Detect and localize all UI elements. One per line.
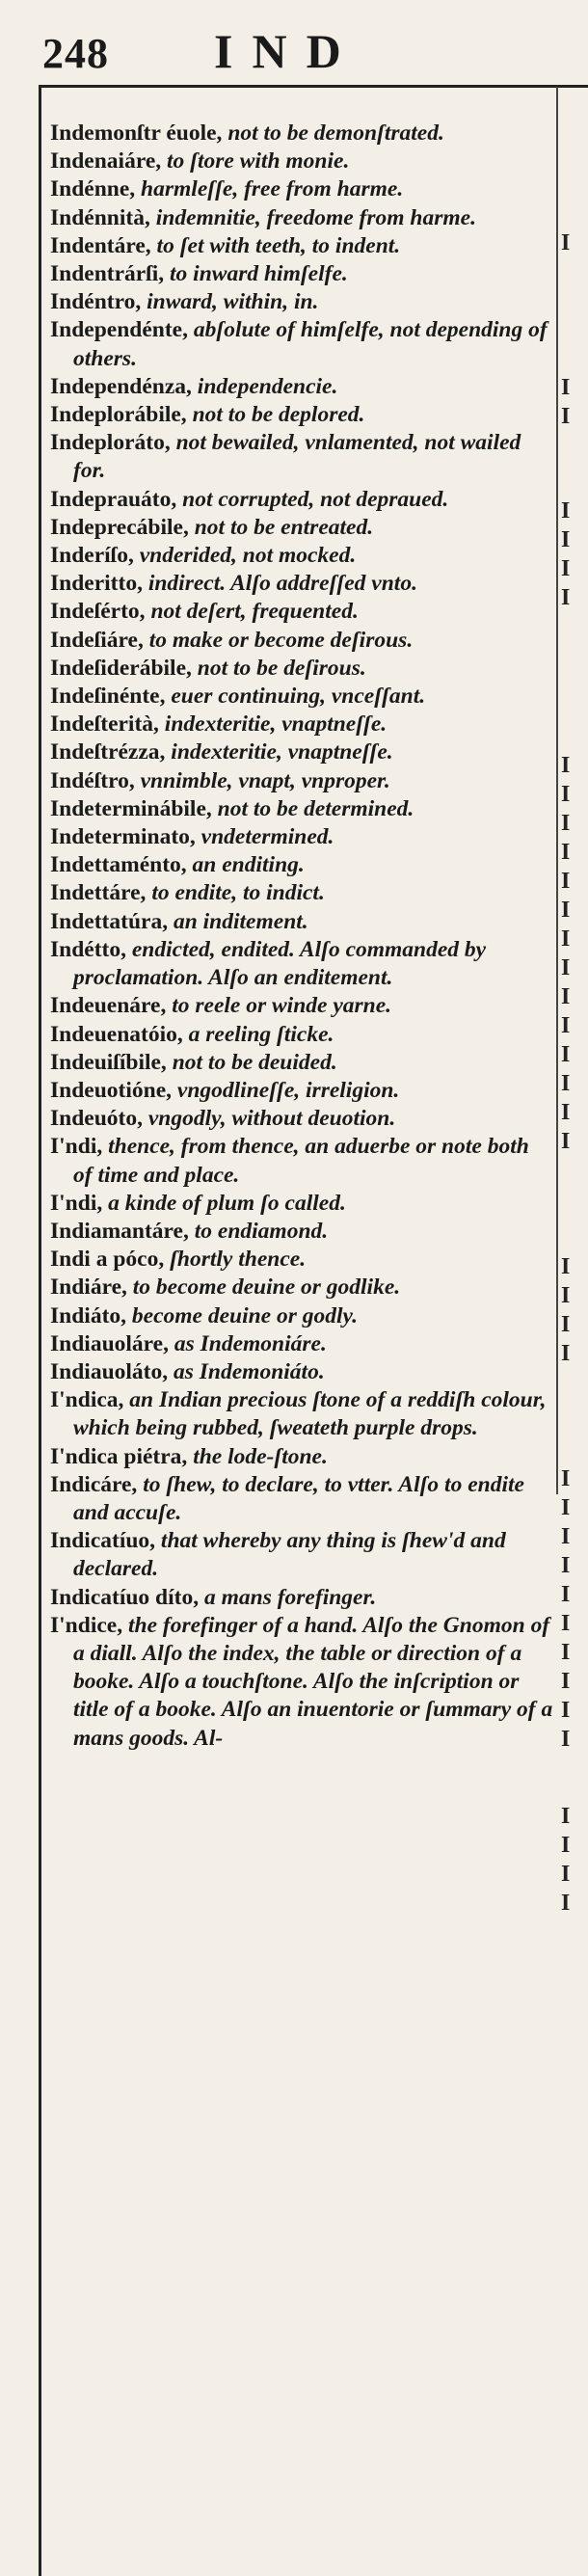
entry-definition: abſolute of himſelfe, not depending of others.	[73, 317, 548, 371]
entry-definition: inward, within, in.	[141, 289, 319, 315]
dictionary-entry	[50, 1443, 553, 1471]
entry-definition: to ſtore with monie.	[161, 148, 350, 174]
edge-letter: I	[561, 1100, 571, 1125]
entry-definition: the lode-ſtone.	[187, 1443, 328, 1469]
dictionary-entry	[50, 288, 553, 316]
dictionary-entry	[50, 1386, 553, 1442]
entry-definition: not bewailed, vnlamented, not wailed for.	[73, 430, 521, 484]
entry-headword: Independénte,	[50, 317, 188, 343]
edge-letter: I	[561, 926, 571, 952]
edge-letter: I	[561, 955, 571, 980]
entry-definition: an Indian precious ſtone of a reddiſh colour, which being rubbed, ſweateth purple drops.	[73, 1387, 547, 1441]
edge-letter: I	[561, 1582, 571, 1607]
edge-letter: I	[561, 1042, 571, 1067]
column-rule-right	[556, 87, 558, 1494]
edge-letter: I	[561, 840, 571, 865]
entry-definition: vngodlineſſe, irreligion.	[172, 1077, 400, 1103]
edge-letter: I	[561, 1669, 571, 1694]
dictionary-entry	[50, 598, 553, 626]
edge-letter: I	[561, 1891, 571, 1916]
edge-letter: I	[561, 1071, 571, 1096]
entry-headword: Indemonſtr éuole,	[50, 121, 223, 146]
dictionary-entry	[50, 1049, 553, 1077]
entry-headword: Indettaménto,	[50, 852, 187, 878]
edge-letter: I	[561, 1727, 571, 1752]
entry-headword: Indeſtrézza,	[50, 739, 166, 765]
edge-letter: I	[561, 498, 571, 523]
entry-definition: ſhortly thence.	[164, 1247, 307, 1273]
entry-definition: as Indemoniáre.	[168, 1330, 327, 1356]
dictionary-entry	[50, 851, 553, 879]
entry-headword: Indeuóto,	[50, 1106, 143, 1132]
running-head: IND	[214, 24, 361, 78]
dictionary-entry	[50, 373, 553, 401]
entry-definition: not to be determined.	[211, 795, 414, 821]
dictionary-entry	[50, 486, 553, 514]
edge-letter: I	[561, 1804, 571, 1829]
dictionary-entry	[50, 655, 553, 683]
entry-definition: not to be deſirous.	[191, 655, 366, 681]
entry-headword: Indeuotióne,	[50, 1077, 173, 1103]
entry-headword: Indettatúra,	[50, 908, 169, 934]
edge-letter: I	[561, 375, 571, 400]
entry-headword: Inderitto,	[50, 571, 143, 597]
entry-headword: Indiáre,	[50, 1275, 127, 1301]
dictionary-entry	[50, 316, 553, 372]
edge-letter: I	[561, 782, 571, 807]
entry-headword: Indeſérto,	[50, 599, 146, 625]
entry-headword: Indétto,	[50, 936, 126, 962]
entry-definition: as Indemoniáto.	[168, 1358, 325, 1384]
dictionary-entry	[50, 879, 553, 907]
entry-headword: Indeuenáre,	[50, 993, 167, 1019]
edge-letter: I	[561, 404, 571, 429]
edge-letter: I	[561, 1312, 571, 1337]
entry-headword: Indeuenatóio,	[50, 1021, 183, 1047]
entry-definition: not deſert, frequented.	[145, 599, 359, 625]
edge-letter: I	[561, 1862, 571, 1887]
dictionary-entry	[50, 1218, 553, 1246]
entry-headword: Indeterminábile,	[50, 795, 212, 821]
dictionary-entry	[50, 627, 553, 655]
edge-letter: I	[561, 1129, 571, 1154]
entry-headword: Indeterminato,	[50, 824, 196, 850]
edge-letter: I	[561, 1524, 571, 1549]
entry-definition: a kinde of plum ſo called.	[102, 1190, 346, 1216]
dictionary-column	[50, 120, 553, 1753]
entry-definition: euer continuing, vnceſſant.	[165, 684, 426, 710]
entry-definition: to ſhew, to declare, to vtter. Alſo to endite and accuſe.	[73, 1471, 524, 1525]
entry-headword: I'ndica,	[50, 1387, 124, 1413]
edge-letter: I	[561, 1553, 571, 1578]
entry-headword: Indeſinénte,	[50, 684, 166, 710]
edge-letter: I	[561, 527, 571, 552]
entry-headword: I'ndi,	[50, 1190, 103, 1216]
entry-definition: to inward himſelfe.	[164, 261, 348, 287]
entry-definition: indexteritie, vnaptneſſe.	[158, 711, 388, 738]
entry-headword: Indicatíuo,	[50, 1528, 156, 1554]
entry-definition: harmleſſe, free from harme.	[135, 176, 404, 202]
entry-headword: Indicáre,	[50, 1471, 138, 1497]
edge-letter: I	[561, 1254, 571, 1279]
dictionary-entry	[50, 1584, 553, 1612]
entry-headword: Indeprecábile,	[50, 514, 189, 540]
entry-definition: to make or become deſirous.	[143, 627, 414, 653]
edge-letter: I	[561, 1495, 571, 1520]
dictionary-entry	[50, 514, 553, 542]
edge-letter: I	[561, 1341, 571, 1366]
dictionary-entry	[50, 1358, 553, 1386]
dictionary-entry	[50, 992, 553, 1020]
entry-headword: Indénne,	[50, 176, 136, 202]
entry-headword: Indentrárſi,	[50, 261, 165, 287]
dictionary-entry	[50, 711, 553, 738]
entry-definition: indexteritie, vnaptneſſe.	[165, 739, 393, 765]
dictionary-entry	[50, 570, 553, 598]
entry-definition: not corrupted, not depraued.	[176, 486, 449, 512]
dictionary-entry	[50, 429, 553, 485]
dictionary-entry	[50, 175, 553, 203]
header-rule	[39, 85, 588, 88]
dictionary-entry	[50, 767, 553, 795]
entry-headword: Indeplorábile,	[50, 402, 187, 428]
entry-headword: Indicatíuo díto,	[50, 1584, 200, 1610]
dictionary-entry	[50, 1330, 553, 1358]
edge-letter: I	[561, 1283, 571, 1308]
entry-headword: Indentáre,	[50, 232, 151, 258]
page-header	[0, 0, 588, 85]
entry-definition: indemnitie, freedome from harme.	[149, 204, 476, 230]
dictionary-entry	[50, 908, 553, 936]
entry-headword: Indiáto,	[50, 1302, 127, 1328]
edge-letter: I	[561, 585, 571, 610]
edge-letter: I	[561, 230, 571, 255]
edge-letter: I	[561, 811, 571, 836]
entry-headword: Indeſiderábile,	[50, 655, 192, 681]
dictionary-entry	[50, 1527, 553, 1583]
entry-definition: the forefinger of a hand. Alſo the Gnomon of a diall. Alſo the index, the table or direction of a booke. Alſo a touchſtone. Alſo the inſcription or title of a booke. Alſo an inuentorie or ſummary of a mans goods. Al-	[73, 1612, 553, 1751]
entry-headword: Indeſiáre,	[50, 627, 144, 653]
edge-letter: I	[561, 1611, 571, 1636]
entry-definition: to reele or winde yarne.	[166, 993, 392, 1019]
dictionary-entry	[50, 683, 553, 711]
entry-headword: Indénnità,	[50, 204, 150, 230]
dictionary-entry	[50, 1246, 553, 1274]
column-rule-left	[39, 87, 41, 2576]
entry-definition: vngodly, without deuotion.	[143, 1106, 396, 1132]
dictionary-entry	[50, 148, 553, 175]
entry-headword: Indiauoláre,	[50, 1330, 169, 1356]
entry-definition: that whereby any thing is ſhew'd and declared.	[73, 1528, 506, 1582]
entry-definition: a reeling ſticke.	[182, 1021, 334, 1047]
entry-definition: not to be entreated.	[188, 514, 374, 540]
edge-letter: I	[561, 1013, 571, 1038]
dictionary-entry	[50, 738, 553, 766]
entry-headword: Independénza,	[50, 373, 192, 399]
dictionary-entry	[50, 204, 553, 232]
entry-headword: Indiauoláto,	[50, 1358, 169, 1384]
entry-definition: thence, from thence, an aduerbe or note both of time and place.	[73, 1134, 529, 1188]
dictionary-entry	[50, 542, 553, 570]
dictionary-entry	[50, 260, 553, 288]
entry-definition: independencie.	[191, 373, 338, 399]
dictionary-entry	[50, 1471, 553, 1527]
dictionary-entry	[50, 823, 553, 851]
dictionary-entry	[50, 795, 553, 823]
entry-headword: Indiamantáre,	[50, 1218, 189, 1244]
edge-letter: I	[561, 556, 571, 581]
edge-letter: I	[561, 1640, 571, 1665]
entry-definition: to become deuine or godlike.	[126, 1275, 401, 1301]
entry-definition: vndetermined.	[195, 824, 334, 850]
entry-definition: not to be demonſtrated.	[222, 121, 444, 146]
entry-headword: I'ndi,	[50, 1134, 103, 1160]
dictionary-entry	[50, 1021, 553, 1049]
entry-headword: Indeprauáto,	[50, 486, 177, 512]
entry-headword: Indéntro,	[50, 289, 142, 315]
entry-headword: Indenaiáre,	[50, 148, 162, 174]
entry-headword: Indeſterità,	[50, 711, 159, 738]
dictionary-entry	[50, 1133, 553, 1189]
dictionary-entry	[50, 1302, 553, 1330]
dictionary-entry	[50, 1190, 553, 1218]
dictionary-entry	[50, 232, 553, 260]
dictionary-entry	[50, 1274, 553, 1301]
entry-headword: Indeploráto,	[50, 430, 171, 456]
entry-definition: vnnimble, vnapt, vnproper.	[134, 767, 390, 793]
edge-letter: I	[561, 1698, 571, 1723]
edge-letter: I	[561, 753, 571, 778]
dictionary-entry	[50, 1612, 553, 1753]
entry-definition: indirect. Alſo addreſſed vnto.	[142, 571, 417, 597]
edge-letter: I	[561, 984, 571, 1009]
edge-letter: I	[561, 1466, 571, 1491]
entry-headword: Indi a póco,	[50, 1247, 165, 1273]
edge-letter: I	[561, 869, 571, 894]
entry-headword: I'ndica piétra,	[50, 1443, 188, 1469]
edge-letter: I	[561, 898, 571, 923]
page-number: 248	[42, 30, 109, 77]
entry-headword: Indettáre,	[50, 880, 147, 906]
dictionary-entry	[50, 1077, 553, 1105]
entry-definition: not to be deuided.	[166, 1049, 337, 1075]
entry-headword: Indeuiſíbile,	[50, 1049, 167, 1075]
entry-definition: become deuine or godly.	[126, 1302, 358, 1328]
entry-definition: an enditing.	[186, 852, 305, 878]
entry-definition: to endite, to indict.	[146, 880, 325, 906]
edge-letter: I	[561, 1833, 571, 1858]
dictionary-entry	[50, 1105, 553, 1133]
entry-headword: Indéſtro,	[50, 767, 135, 793]
dictionary-entry	[50, 120, 553, 148]
dictionary-entry	[50, 936, 553, 992]
entry-headword: I'ndice,	[50, 1612, 123, 1638]
entry-definition: a mans forefinger.	[199, 1584, 377, 1610]
entry-definition: endicted, endited. Alſo commanded by proclamation. Alſo an enditement.	[73, 936, 487, 991]
entry-definition: to endiamond.	[188, 1218, 329, 1244]
entry-headword: Inderíſo,	[50, 543, 134, 569]
entry-definition: to ſet with teeth, to indent.	[150, 232, 401, 258]
dictionary-entry	[50, 401, 553, 429]
entry-definition: an inditement.	[168, 908, 308, 934]
entry-definition: not to be deplored.	[186, 402, 365, 428]
entry-definition: vnderided, not mocked.	[133, 543, 357, 569]
